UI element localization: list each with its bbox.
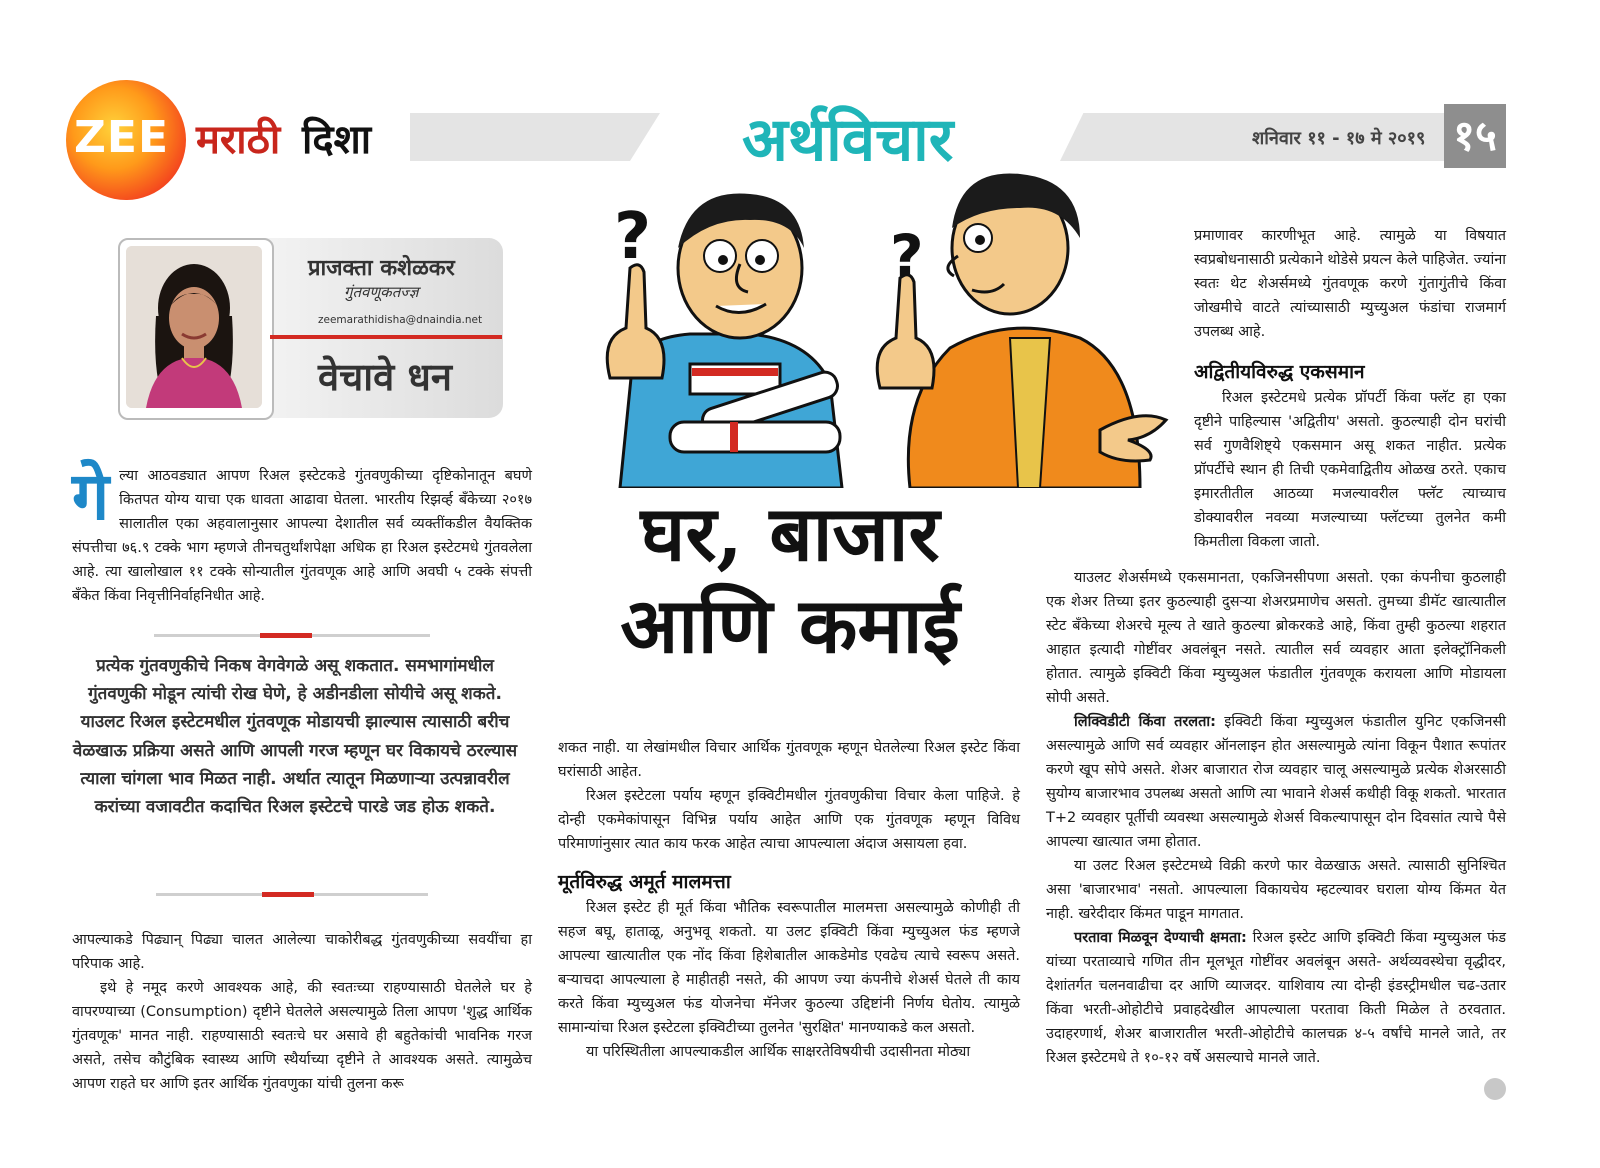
intro-paragraph: ल्या आठवड्यात आपण रिअल इस्टेटकडे गुंतवणुकीच्या दृष्टिकोनातून बघणे कितपत योग्य याचा एक धावता आढावा घेतला. भारतीय रिझर्व्ह बँकेच्या २०१७ सालातील एका अहवालानुसार आपल्या देशातील सर्व व्यक्तींकडील वैयक्तिक संपत्तीचा ७६.९ टक्के भाग म्हणजे तीनचतुर्थांशपेक्षा अधिक हा रिअल इस्टेटमधे गुंतवलेला आहे. त्या खालोखाल ११ टक्के सोन्यातील गुंतवणूक आहे आणि अवघी ५ टक्के संपत्ती बँकेत किंवा निवृत्तीनिर्वाहनिधीत आहे. [72, 468, 532, 604]
page-number: १५ [1444, 104, 1506, 168]
col4-paragraph-3: या उलट रिअल इस्टेटमध्ये विक्री करणे फार वेळखाऊ असते. त्यासाठी सुनिश्चित असा 'बाजारभाव' नसतो. आपल्याला विकायचेय म्हटल्यावर घराला योग्य किंमत येत नाही. खरेदीदार किंमत पाडून मागतात. [1046, 858, 1506, 922]
column-4 [1046, 566, 1506, 1070]
col2-paragraph-3: रिअल इस्टेट ही मूर्त किंवा भौतिक स्वरूपातील मालमत्ता असल्यामुळे कोणीही ती सहज बघू, हाताळू, अनुभवू शकतो. या उलट इक्विटी किंवा म्युच्युअल फंड म्हणजे आपल्या खात्यातील एक नोंद किंवा हिशेबातील आकडेमोड एवढेच त्याचे स्वरूप असते. बऱ्याचदा आपल्याला हे माहीतही नसते, की आपण ज्या कंपनीचे शेअर्स घेतले ती काय करते किंवा म्युच्युअल फंड योजनेचा मॅनेजर कुठल्या उद्दिष्टांनी निर्णय घेतोय. त्यामुळे सामान्यांचा रिअल इस्टेटला इक्विटीच्या तुलनेत 'सुरक्षित' मानण्याकडे कल असतो. [558, 900, 1020, 1036]
column-name: वेचावे धन [318, 355, 452, 399]
col1-paragraph-1: आपल्याकडे पिढ्यान् पिढ्या चालत आलेल्या चाकोरीबद्ध गुंतवणुकीच्या सवयींचा हा परिपाक आहे. [72, 932, 532, 972]
author-divider [270, 335, 502, 339]
headline-line-1: घर, बाजार [640, 489, 940, 578]
svg-text:?: ? [890, 222, 924, 290]
pullquote: प्रत्येक गुंतवणुकीचे निकष वेगवेगळे असू शकतात. समभागांमधील गुंतवणुकी मोडून त्यांची रोख घेणे, हे अडीनडीला सोयीचे असू शकते. याउलट रिअल इस्टेटमधील गुंतवणूक मोडायची झाल्यास त्यासाठी बरीच वेळखाऊ प्रक्रिया असते आणि आपली गरज म्हणून घर विकायचे ठरल्यास त्याला चांगला भाव मिळत नाही. अर्थात त्यातून मिळणाऱ्या उत्पन्नावरील करांच्या वजावटीत कदाचित रिअल इस्टेटचे पारडे जड होऊ शकते. [72, 656, 518, 818]
col4-paragraph-2: इक्विटी किंवा म्युच्युअल फंडातील युनिट एकजिनसी असल्यामुळे आणि सर्व व्यवहार ऑनलाइन होत असल्यामुळे त्यांना विकून पैशात रूपांतर करणे खूप सोपे असते. शेअर बाजारात रोज व्यवहार चालू असल्यामुळे प्रत्येक शेअरसाठी सुयोग्य बाजारभाव उपलब्ध असतो आणि त्या भावाने शेअर्स कधीही विकू शकतो. भारतात T+2 व्यवहार पूर्तीची व्यवस्था असल्यामुळे शेअर्स विकल्यापासून दोन दिवसांत त्याचे पैसे आपल्या खात्यात जमा होतात. [1046, 714, 1506, 850]
page-end-marker [1484, 1078, 1506, 1100]
cartoon-illustration [580, 168, 1170, 488]
column-1-body [72, 928, 532, 1096]
column-2 [558, 736, 1020, 1064]
author-role: गुंतवणूकतज्ज्ञ [344, 283, 419, 301]
column-3 [1194, 224, 1506, 554]
pullquote-rule-top [154, 634, 430, 637]
column-1-intro [72, 458, 532, 608]
col3-subhead: अद्वितीयविरुद्ध एकसमान [1194, 361, 1365, 383]
author-name: प्राजक्ता कशेळकर [308, 256, 455, 281]
section-title: अर्थविचार [742, 105, 954, 175]
logo-marathi-text: मराठी [196, 117, 281, 163]
col3-paragraph-2: रिअल इस्टेटमधे प्रत्येक प्रॉपर्टी किंवा फ्लॅट हा एका दृष्टीने पाहिल्यास 'अद्वितीय' असतो. कुठल्याही दोन घरांची सर्व गुणवैशिष्ट्ये एकसमान असू शकत नाहीत. प्रत्येक प्रॉपर्टीचे स्थान ही तिची एकमेवाद्वितीय ओळख ठरते. एकाच इमारतीतील आठव्या मजल्यावरील फ्लॅट त्याच्याच डोक्यावरील नवव्या मजल्याच्या फ्लॅटच्या तुलनेत कमी किमतीला विकला जातो. [1194, 390, 1506, 550]
col2-paragraph-1: शकत नाही. या लेखांमधील विचार आर्थिक गुंतवणूक म्हणून घेतलेल्या रिअल इस्टेट किंवा घरांसाठी आहेत. [558, 740, 1020, 780]
headline-line-2: आणि कमाई [620, 581, 960, 670]
author-photo [126, 246, 262, 408]
logo-disha-text: दिशा [302, 117, 372, 163]
col4-lead-returns: परतावा मिळवून देण्याची क्षमता: [1074, 930, 1247, 946]
author-email: zeemarathidisha@dnaindia.net [318, 314, 483, 326]
svg-text:?: ? [614, 200, 652, 274]
header-band-left [410, 113, 660, 161]
col3-paragraph-1: प्रमाणावर कारणीभूत आहे. त्यामुळे या विषयात स्वप्रबोधनासाठी प्रत्येकाने थोडेसे प्रयत्न केले पाहिजेत. ज्यांना स्वतः थेट शेअर्समध्ये गुंतवणूक करणे गुंतागुंतीचे किंवा जोखमीचे वाटते त्यांच्यासाठी म्युच्युअल फंडांचा राजमार्ग उपलब्ध आहे. [1194, 228, 1506, 340]
headline [580, 488, 1000, 672]
col1-paragraph-2: इथे हे नमूद करणे आवश्यक आहे, की स्वतःच्या राहण्यासाठी घेतलेले घर हे वापरण्याच्या (Consumption) दृष्टीने घेतलेले असल्यामुळे तिला आपण 'शुद्ध आर्थिक गुंतवणूक' मानत नाही. राहण्यासाठी स्वतःचे घर असावे ही बहुतेकांची भावनिक गरज असते, तसेच कौटुंबिक स्वास्थ्य आणि स्थैर्याच्या दृष्टीने ते आवश्यक असते. त्यामुळेच आपण राहते घर आणि इतर आर्थिक गुंतवणुका यांची तुलना करू [72, 980, 532, 1092]
issue-date: शनिवार ११ - १७ मे २०१९ [1252, 128, 1426, 149]
pullquote-rule-bottom [156, 893, 428, 896]
col4-lead-liquidity: लिक्विडीटी किंवा तरलता: [1074, 714, 1216, 730]
col2-paragraph-2: रिअल इस्टेटला पर्याय म्हणून इक्विटीमधील गुंतवणुकीचा विचार केला पाहिजे. हे दोन्ही एकमेकांपासून विभिन्न पर्याय आहेत आणि एक गुंतवणूक म्हणून विविध परिमाणांनुसार त्यात काय फरक आहेत त्याचा आपल्याला अंदाज असायला हवा. [558, 788, 1020, 852]
logo-zee-text: ZEE [74, 112, 170, 163]
dropcap-letter: गे [72, 458, 110, 535]
col4-paragraph-1: याउलट शेअर्समध्ये एकसमानता, एकजिनसीपणा असतो. एका कंपनीचा कुठलाही एक शेअर तिच्या इतर कुठल्याही दुसऱ्या शेअरप्रमाणेच असतो. तुमच्या डीमॅट खात्यातील स्टेट बँकेच्या शेअरचे मूल्य ते खाते कुठल्या ब्रोकरकडे आहे, किंवा तुम्ही कुठल्या शहरात आहात इत्यादी गोष्टींवर अवलंबून नसते. त्यातील सर्व व्यवहार आता इलेक्ट्रॉनिकली होतात. त्यामुळे इक्विटी किंवा म्युच्युअल फंडातील गुंतवणूक करायला आणि मोडायला सोपी असते. [1046, 570, 1506, 706]
col4-paragraph-4: रिअल इस्टेट आणि इक्विटी किंवा म्युच्युअल फंड यांच्या परताव्याचे गणित तीन मूलभूत गोष्टींवर अवलंबून असते- अर्थव्यवस्थेचा वृद्धीदर, देशांतर्गत चलनवाढीचा दर आणि व्याजदर. याशिवाय त्या दोन्ही इंडस्ट्रीमधील चढ-उतार किंवा भरती-ओहोटीचे प्रवाहदेखील आपल्याला परतावा किती मिळेल ते ठरवतात. उदाहरणार्थ, शेअर बाजारातील भरती-ओहोटीचे कालचक्र ४-५ वर्षांचे मानले जाते, तर रिअल इस्टेटमधे ते १०-१२ वर्षे असल्याचे मानले जाते. [1046, 930, 1507, 1066]
col2-subhead: मूर्तविरुद्ध अमूर्त मालमत्ता [558, 871, 731, 893]
col2-paragraph-4: या परिस्थितीला आपल्याकडील आर्थिक साक्षरतेविषयीची उदासीनता मोठ्या [586, 1044, 971, 1060]
